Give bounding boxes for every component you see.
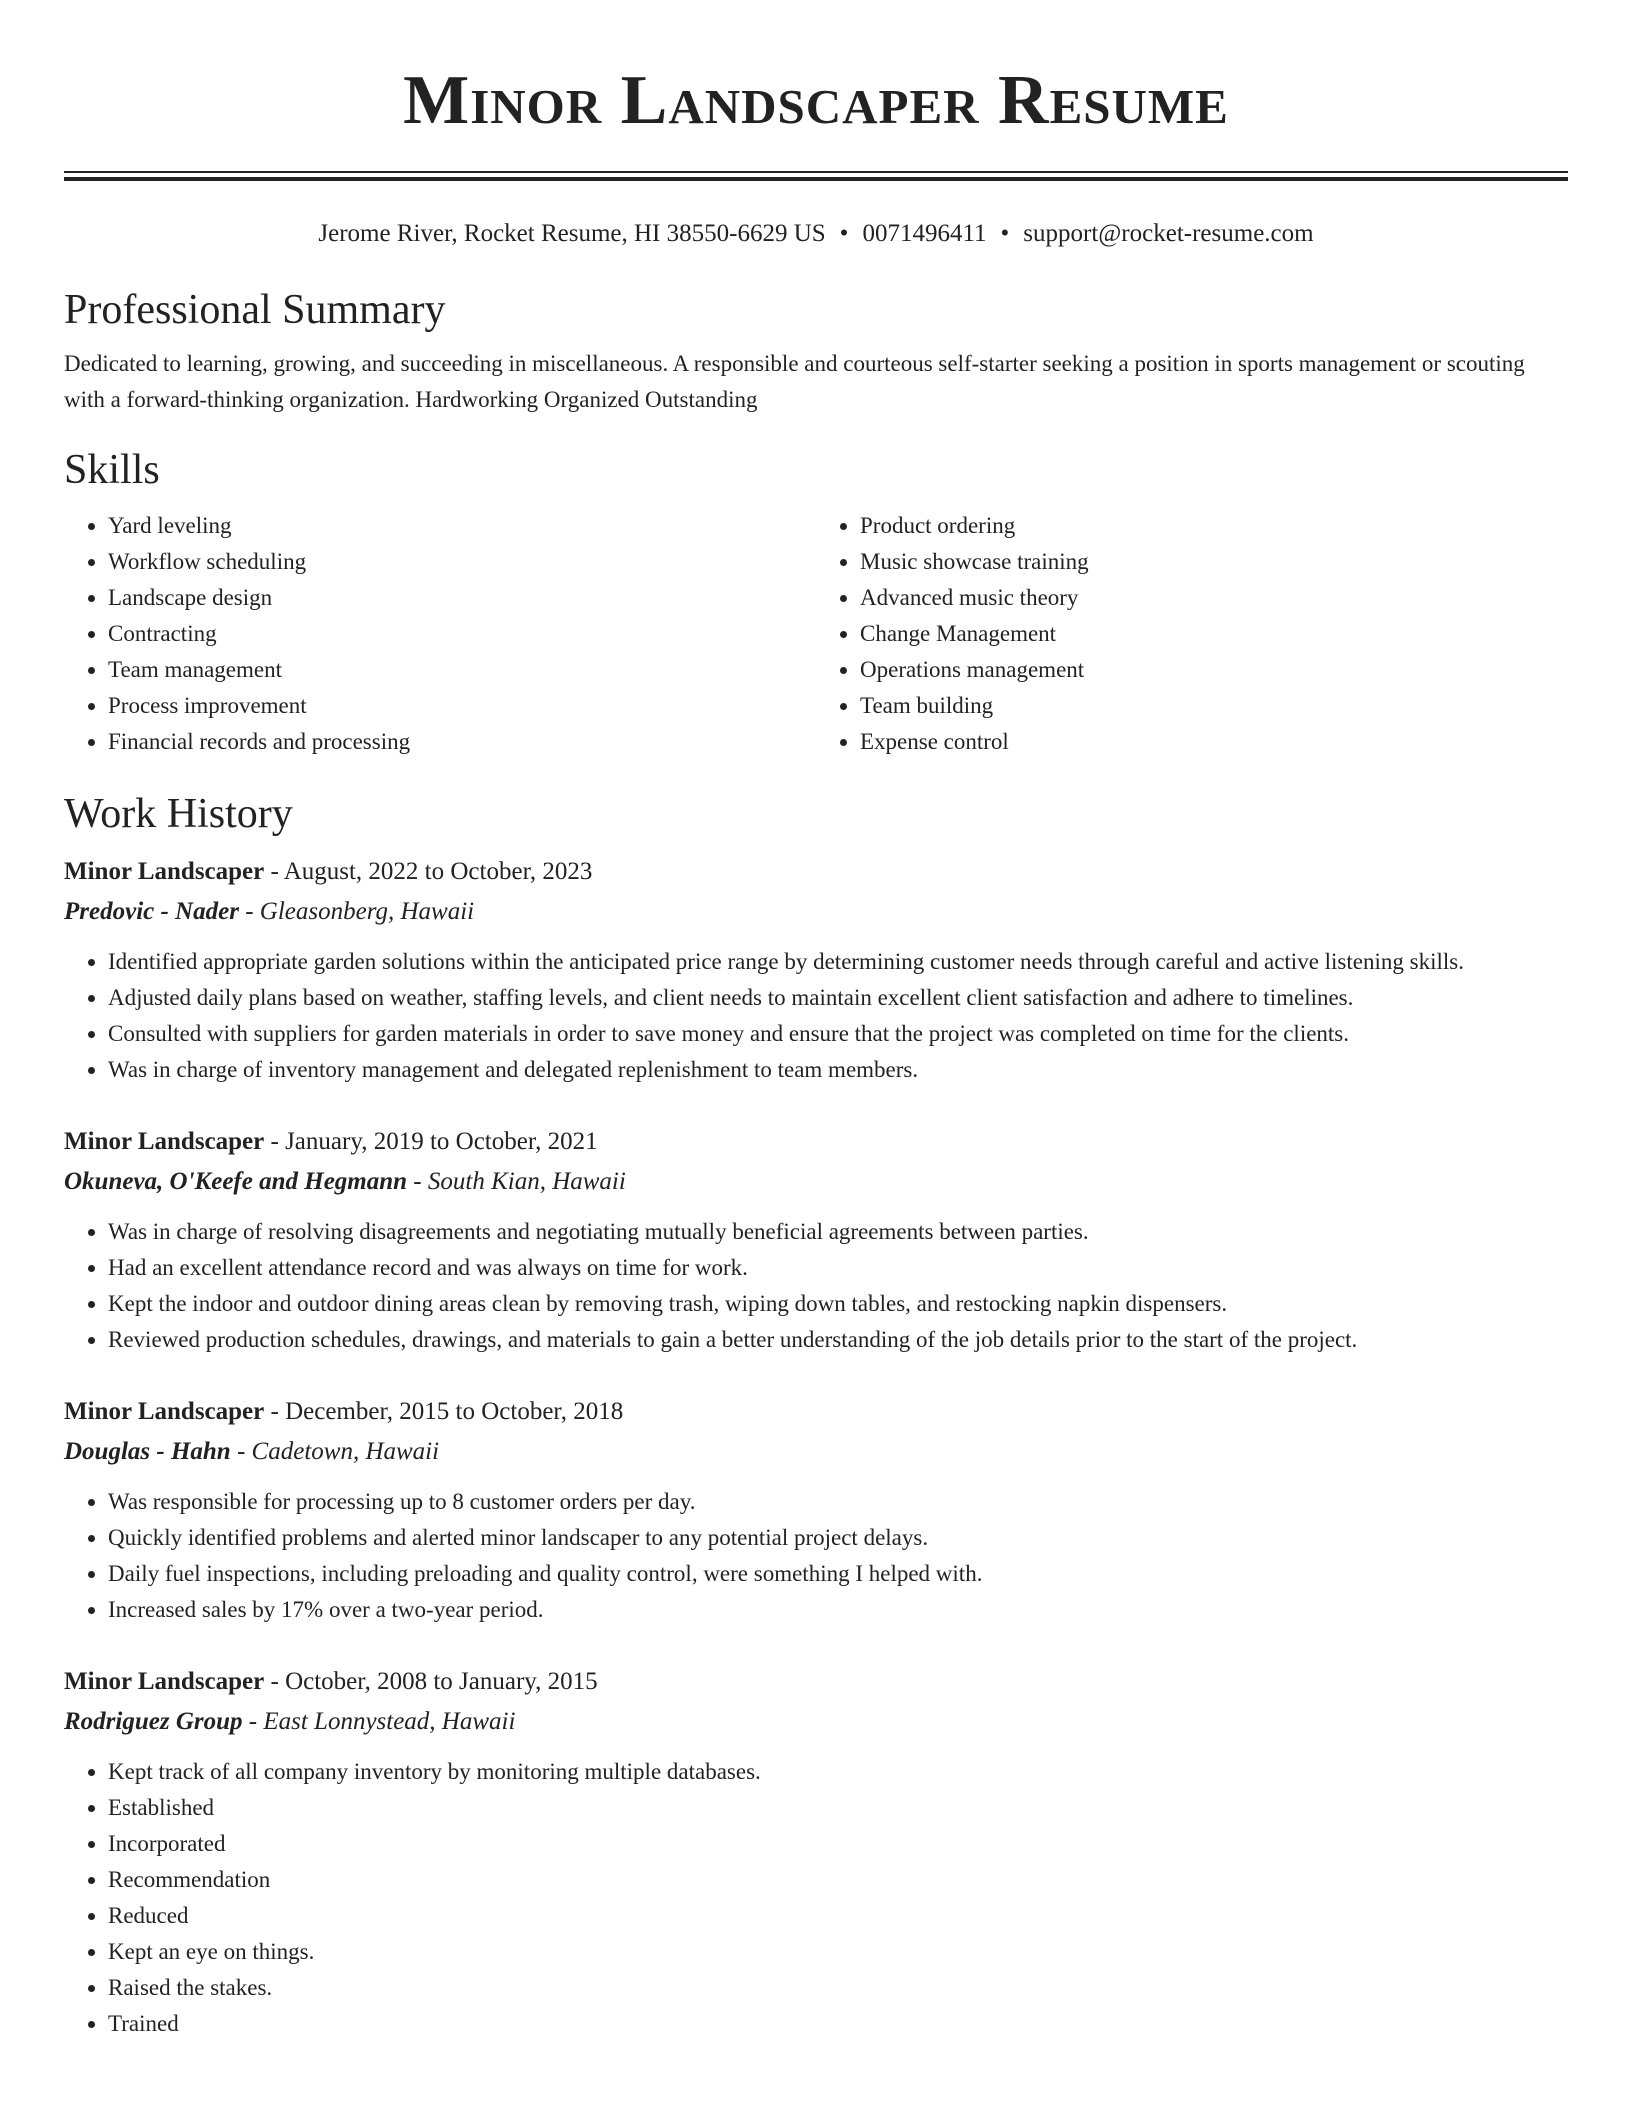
- job-bullet: • Trained: [108, 2006, 1568, 2042]
- job-company-line: Okuneva, O'Keefe and Hegmann - South Kian, Hawaii: [64, 1168, 626, 1195]
- job-bullet: • Had an excellent attendance record and was always on time for work.: [108, 1250, 1568, 1286]
- skill-item: • Change Management: [860, 616, 1568, 652]
- summary-text: Dedicated to learning, growing, and succeeding in miscellaneous. A responsible and courteous self-starter seeking a position in sports management or scouting with a forward-thinking organization. Hardworking Organized Outstanding: [64, 351, 1525, 412]
- skills-list-right: [816, 508, 1568, 760]
- job-entry: [64, 1662, 1568, 2042]
- job-company-line: Predovic - Nader - Gleasonberg, Hawaii: [64, 898, 475, 925]
- skill-item: • Team building: [860, 688, 1568, 724]
- job-role: Minor Landscaper: [64, 1398, 265, 1425]
- resume-title: Minor Landscaper Resume: [403, 62, 1229, 139]
- job-dates: October, 2008 to January, 2015: [285, 1668, 598, 1695]
- job-location: East Lonnystead, Hawaii: [263, 1708, 516, 1735]
- job-role: Minor Landscaper: [64, 1128, 265, 1155]
- skills-list-left: [64, 508, 816, 760]
- skills-heading: Skills: [64, 447, 160, 493]
- job-company: Okuneva, O'Keefe and Hegmann: [64, 1168, 408, 1195]
- job-dates: August, 2022 to October, 2023: [283, 858, 593, 885]
- job-bullet: • Kept track of all company inventory by monitoring multiple databases.: [108, 1754, 1568, 1790]
- job-bullet: • Identified appropriate garden solutions within the anticipated price range by determining customer needs through careful and active listening skills.: [108, 944, 1568, 980]
- skill-item: • Team management: [108, 652, 816, 688]
- job-location: Cadetown, Hawaii: [251, 1438, 440, 1465]
- job-company-line: Rodriguez Group - East Lonnystead, Hawaii: [64, 1708, 516, 1735]
- job-bullet: • Was in charge of inventory management and delegated replenishment to team members.: [108, 1052, 1568, 1088]
- skill-item: • Contracting: [108, 616, 816, 652]
- contact-separator: •: [1000, 220, 1010, 247]
- job-bullet: • Recommendation: [108, 1862, 1568, 1898]
- job-role: Minor Landscaper: [64, 858, 265, 885]
- job-title-line: Minor Landscaper - August, 2022 to October, 2023: [64, 858, 593, 885]
- job-entry: [64, 852, 1568, 1088]
- job-title-line: Minor Landscaper - October, 2008 to January, 2015: [64, 1668, 598, 1695]
- skill-item: • Landscape design: [108, 580, 816, 616]
- skill-item: • Advanced music theory: [860, 580, 1568, 616]
- job-bullet: • Reviewed production schedules, drawings, and materials to gain a better understanding of the job details prior to the start of the project.: [108, 1322, 1568, 1358]
- job-bullet: • Kept an eye on things.: [108, 1934, 1568, 1970]
- job-bullets: [64, 1754, 1568, 2042]
- job-company: Douglas - Hahn: [64, 1438, 231, 1465]
- skill-item: • Financial records and processing: [108, 724, 816, 760]
- job-location: Gleasonberg, Hawaii: [259, 898, 475, 925]
- skill-item: • Yard leveling: [108, 508, 816, 544]
- skill-item: • Process improvement: [108, 688, 816, 724]
- job-bullet: • Adjusted daily plans based on weather, staffing levels, and client needs to maintain excellent client satisfaction and adhere to timelines.: [108, 980, 1568, 1016]
- job-bullet: • Raised the stakes.: [108, 1970, 1568, 2006]
- job-title-line: Minor Landscaper - January, 2019 to October, 2021: [64, 1128, 598, 1155]
- job-bullet: • Increased sales by 17% over a two-year period.: [108, 1592, 1568, 1628]
- job-dates: December, 2015 to October, 2018: [285, 1398, 624, 1425]
- job-bullet: • Kept the indoor and outdoor dining areas clean by removing trash, wiping down tables, and restocking napkin dispensers.: [108, 1286, 1568, 1322]
- job-bullet: • Reduced: [108, 1898, 1568, 1934]
- job-bullet: • Consulted with suppliers for garden materials in order to save money and ensure that the project was completed on time for the clients.: [108, 1016, 1568, 1052]
- job-company: Rodriguez Group: [64, 1708, 243, 1735]
- contact-email: support@rocket-resume.com: [1023, 220, 1314, 247]
- job-entry: [64, 1122, 1568, 1358]
- contact-phone: 0071496411: [862, 220, 987, 247]
- contact-line: [64, 216, 1568, 252]
- job-bullets: [64, 944, 1568, 1088]
- job-dates: January, 2019 to October, 2021: [285, 1128, 598, 1155]
- job-bullets: [64, 1484, 1568, 1628]
- job-bullet: • Established: [108, 1790, 1568, 1826]
- skill-item: • Operations management: [860, 652, 1568, 688]
- skills-grid: [64, 508, 1568, 760]
- skill-item: • Expense control: [860, 724, 1568, 760]
- job-bullet: • Quickly identified problems and alerted minor landscaper to any potential project delays.: [108, 1520, 1568, 1556]
- job-entry: [64, 1392, 1568, 1628]
- contact-separator: •: [839, 220, 849, 247]
- title-divider: [64, 171, 1568, 181]
- job-bullet: • Daily fuel inspections, including preloading and quality control, were something I helped with.: [108, 1556, 1568, 1592]
- job-bullet: • Incorporated: [108, 1826, 1568, 1862]
- job-bullet: • Was responsible for processing up to 8 customer orders per day.: [108, 1484, 1568, 1520]
- work-history-heading: Work History: [64, 791, 293, 837]
- skill-item: • Product ordering: [860, 508, 1568, 544]
- job-role: Minor Landscaper: [64, 1668, 265, 1695]
- summary-heading: Professional Summary: [64, 287, 446, 333]
- job-location: South Kian, Hawaii: [427, 1168, 626, 1195]
- job-title-line: Minor Landscaper - December, 2015 to October, 2018: [64, 1398, 624, 1425]
- job-bullet: • Was in charge of resolving disagreements and negotiating mutually beneficial agreements between parties.: [108, 1214, 1568, 1250]
- skill-item: • Music showcase training: [860, 544, 1568, 580]
- job-company-line: Douglas - Hahn - Cadetown, Hawaii: [64, 1438, 440, 1465]
- job-company: Predovic - Nader: [64, 898, 239, 925]
- contact-address: Jerome River, Rocket Resume, HI 38550-6629 US: [318, 220, 826, 247]
- skill-item: • Workflow scheduling: [108, 544, 816, 580]
- job-bullets: [64, 1214, 1568, 1358]
